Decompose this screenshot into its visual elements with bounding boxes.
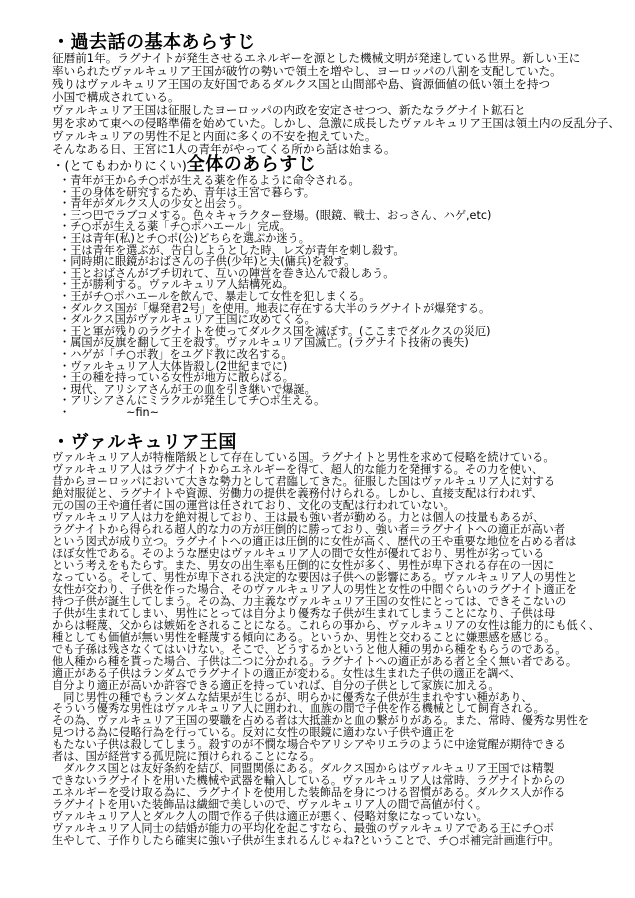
text-line: 率いられたヴァルキュリア王国が破竹の勢いで領土を増やし、ヨーロッパの八割を支配していた。 — [52, 64, 562, 78]
text-line: ヴァルキュリア人同士の結婚が能力の平均化を起こすなら、最強のヴァルキュリアである王にチ○ポ — [52, 822, 555, 836]
text-line: 元の国の王や適任者に国の運営は任されており、文化の支配は行われていない。 — [52, 499, 455, 513]
text-line: 持つ子供が誕生してしまう。その為、力主義なヴァルキュリア王国の女性にとっては、できそこないの — [52, 594, 567, 608]
text-line: からは軽蔑、父からは嫉妬をされることになる。これらの事から、ヴァルキュリアの女性は能力的にも低く、 — [52, 618, 600, 632]
section-past-title: ・過去話の基本あらすじ — [52, 32, 256, 53]
bullet-line: ・ ~fin~ — [59, 405, 160, 419]
text-line: 同じ男性の種でもランダムな結果が生じるが、明らかに優秀な子供が生まれやすい種があり、 — [52, 690, 533, 704]
bullet-line: ・三つ巴でラブコメする。色々キャラクター登場。(眼鏡、戦士、おっさん、ハゲ,etc) — [59, 208, 492, 222]
text-line: という図式が成り立つ。ラグナイトへの適正は圧倒的に女性が高く、歴代の王や重要な地位を占める者は — [52, 535, 577, 549]
text-line: 絶対服従と、ラグナイトや資源、労働力の提供を義務付けられる。しかし、直接支配は行われず、 — [52, 487, 543, 501]
bullet-line: ・王がチ○ポハエールを飲んで、暴走して女性を犯しまくる。 — [59, 289, 371, 303]
text-line: なっている。そして、男性が卑下される決定的な要因は子供への影響にある。ヴァルキュリア人の男性と — [52, 571, 578, 584]
text-line: ラグナイトから得られる超人的な力の方が圧倒的に勝っており、強い者＝ラグナイトへの適正が高い者 — [52, 523, 566, 537]
bullet-line: ・王の身体を研究するため、青年は王宮で暮らす。 — [59, 185, 315, 199]
overall-heading-prefix: ・(とてもわかりにくい) — [52, 158, 187, 173]
text-line: 者は、国が経営する孤児院に預けられることになる。 — [52, 750, 321, 764]
text-line: 子供が生まれてしまい、男性にとっては自分より優秀な子供が生まれてしまうことになり、子供は母 — [52, 606, 556, 620]
text-line: ヴァルキュリア人はラグナイトからエネルギーを得て、超人的な能力を発揮する。その力を使い、 — [52, 463, 544, 477]
bullet-line: ・青年がダルクス人の少女と出会う。 — [59, 197, 249, 211]
text-line: もたない子供は殺してしまう。殺すのが不憫な場合やアリシアやリエラのように中途覚醒が期待できる — [52, 738, 566, 752]
text-line: ヴァルキュリア人は力を絶対視しており、王は最も強い者が勤める。力とは個人の技量もあるが、 — [52, 511, 545, 525]
text-line: という考えをもたらす。また、男女の出生率も圧倒的に女性が多く、男性が卑下される存在の一因に — [52, 559, 555, 573]
bullet-line: ・王は青年(私)とチ○ポ(公)どちらを選ぶか迷う。 — [59, 231, 310, 245]
bullet-line: ・青年が王からチ○ポが生える薬を作るように命令される。 — [59, 174, 360, 187]
text-line: ラグナイトを用いた装飾品は繊細で美しいので、ヴァルキュリア人の間で高値が付く。 — [52, 798, 487, 812]
text-line: 適正がある子供はランダムでラグナイトの適正が変わる。女性は生まれた子供の適正を調べ、 — [52, 666, 521, 680]
text-line: 征暦前1年。ラグナイトが発生させるエネルギーを源とした機械文明が発達している世界。新しい王に — [52, 51, 581, 65]
section-kingdom-body — [52, 452, 629, 846]
text-line: 昔からヨーロッパにおいて大きな勢力として君臨してきた。征服した国はヴァルキュリア人に対する — [52, 475, 556, 489]
text-line: 男を求めて東への侵略準備を始めていた。しかし、急激に成長したヴァルキュリア王国は領土内の反乱分子、 — [52, 116, 620, 130]
text-line: 自分より適正が高いか許容できる適正を持っていれば、自分の子供として家族に加える。 — [52, 678, 500, 692]
bullet-line: ・属国が反旗を翻して王を殺す。ヴァルキュリア国滅亡。(ラグナイト技術の喪失) — [59, 336, 469, 350]
text-line: 残りはヴァルキュリア王国の友好国であるダルクス国と山間部や島、資源価値の低い領土を持つ — [52, 77, 551, 91]
bullet-line: ・チ○ポが生える薬「チ○ポハエール」完成。 — [59, 220, 291, 234]
overall-heading-text: 全体のあらすじ — [186, 154, 317, 175]
text-line: できないラグナイトを用いた機械や武器を輸入している。ヴァルキュリア人は常時、ラグナイトからの — [52, 774, 565, 788]
bullet-line: ・ダルクス国が「爆発君2号」を使用。地表に存在する大半のラグナイトが爆発する。 — [59, 301, 491, 315]
text-line: 生やして、子作りしたら確実に強い子供が生まれるんじゃね?ということで、チ○ポ補完計画進行中。 — [52, 833, 560, 847]
text-line: 小国で構成されている。 — [52, 90, 180, 104]
text-line: その為、ヴァルキュリア王国の要職を占める者は大抵誰かと血の繋がりがある。また、常時、優秀な男性を — [52, 714, 589, 728]
text-line: ヴァルキュリアの男性不足と内面に多くの不安を抱えていた。 — [52, 129, 377, 143]
bullet-line: ・王が勝利する。ヴァルキュリア人結構死ぬ。 — [59, 278, 294, 292]
bullet-line: ・王と軍が残りのラグナイトを使ってダルクス国を滅ぼす。(ここまでダルクスの災厄) — [59, 324, 491, 338]
section-kingdom-title: ・ヴァルキュリア王国 — [52, 432, 237, 454]
overall-bullet-list — [59, 175, 629, 418]
bullet-line: ・ハゲが「チ○ポ教」をユグド教に改名する。 — [59, 347, 293, 361]
text-line: そんなある日、王宮に1人の青年がやってくる所から話は始まる。 — [52, 142, 396, 156]
bullet-line: ・同時期に眼鏡がおばさんの子供(少年)と夫(傭兵)を殺す。 — [59, 255, 356, 269]
text-line: ヴァルキュリア人とダルク人の間で作る子供は適正が悪く、侵略対象になっていない。 — [52, 810, 488, 824]
section-past-body — [52, 52, 629, 156]
text-line: ヴァルキュリア人が特権階級として存在している国。ラグナイトと男性を求めて侵略を続けている。 — [52, 451, 555, 465]
text-line: 他人種から種を貰った場合、子供は二つに分かれる。ラグナイトへの適正がある者と全く無い者である。 — [52, 654, 578, 668]
bullet-line: ・アリシアさんにミラクルが発生してチ○ポ生える。 — [59, 394, 326, 408]
bullet-line: ・王の種を持っている女性が地方に散らばる。 — [59, 371, 294, 385]
text-line: でも子孫は残さなくてはいけない。そこで、どうするかというと他人種の男から種をもらうのである。 — [52, 642, 567, 656]
bullet-line: ・ダルクス国がヴァルキュリア王国に攻めてくる。 — [59, 313, 316, 327]
bullet-line: ・現代、アリシアさんが王の血を引き継いで爆誕。 — [59, 382, 316, 396]
bullet-line: ・王とおばさんがブチ切れて、互いの陣営を巻き込んで殺しあう。 — [59, 266, 395, 280]
text-line: ダルクス国とは友好条約を結び、同盟関係にある。ダルクス国からはヴァルキュリア王国では精製 — [52, 762, 555, 776]
text-line: エネルギーを受け取る為に、ラグナイトを使用した装飾品を身につける習慣がある。ダルクス人が作る — [52, 786, 566, 800]
text-line: 女性が交わり、子供を作った場合、そのヴァルキュリア人の男性と女性の中間ぐらいのラグナイト適正を — [52, 582, 577, 596]
text-line: 見つける為に侵略行為を行っている。反対に女性の眼鏡に適わない子供や適正を — [52, 726, 455, 740]
text-line: ヴァルキュリア王国は征服したヨーロッパの内政を安定させつつ、新たなラグナイト鉱石と — [52, 103, 526, 117]
bullet-line: ・王は青年を選ぶが、告白しようとした時、レズが青年を刺し殺す。 — [59, 243, 405, 257]
text-line: そういう優秀な男性はヴァルキュリア人に囲われ、血族の間で子供を作る機械として飼育される。 — [52, 702, 545, 716]
text-line: ほぼ女性である。そのような歴史はヴァルキュリア人の間で女性が優れており、男性が劣っている — [52, 547, 545, 561]
text-line: 種としても価値が無い男性を軽蔑する傾向にある。というか、男性と交わることに嫌悪感を感じる。 — [52, 630, 556, 644]
section-overall-heading — [52, 156, 629, 175]
bullet-line: ・ヴァルキュリア人大体皆殺し(2世紀までに) — [59, 359, 288, 373]
